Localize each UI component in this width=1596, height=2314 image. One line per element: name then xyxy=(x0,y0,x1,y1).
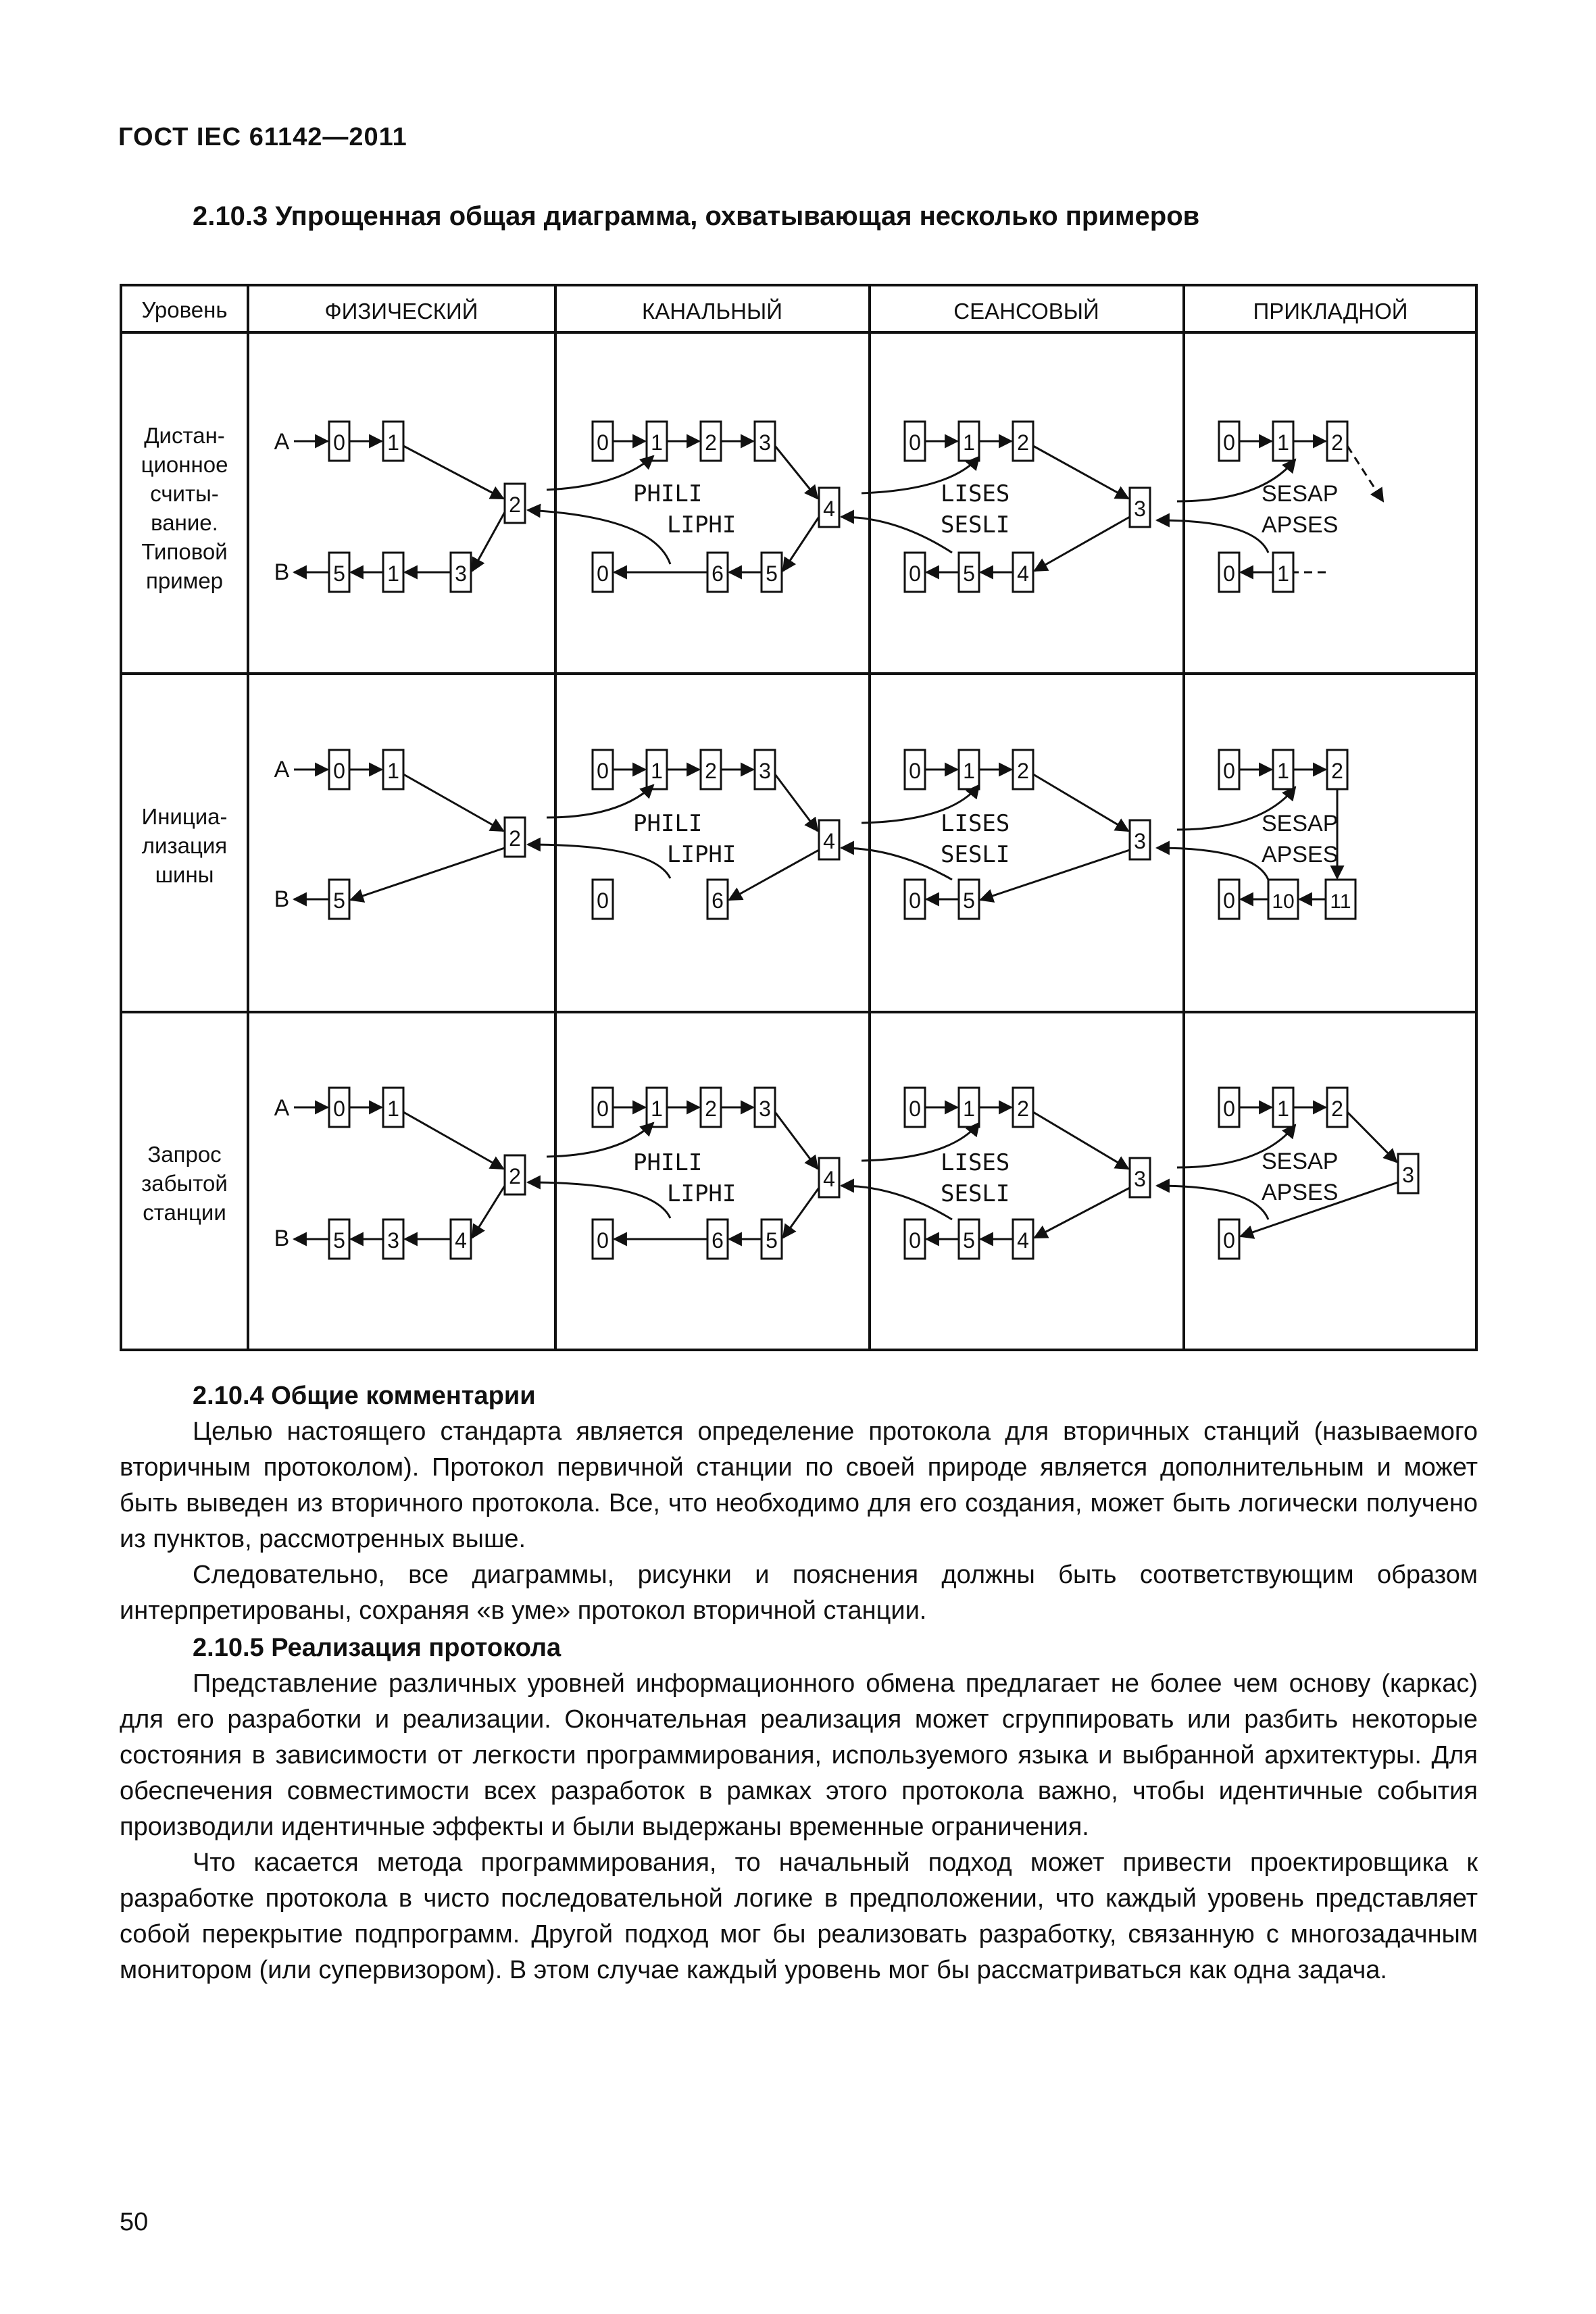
row-remote-read xyxy=(274,422,1383,592)
state-box: 0 xyxy=(333,430,345,455)
label-liphi: LIPHI xyxy=(667,1180,737,1207)
state-box: 1 xyxy=(387,759,399,783)
state-box: 0 xyxy=(597,1228,609,1253)
state-box: 0 xyxy=(597,1097,609,1121)
label-sesap: SESAP xyxy=(1262,481,1339,507)
heading-2-10-5: 2.10.5 Реализация протокола xyxy=(193,1634,562,1662)
state-box: 1 xyxy=(1277,759,1289,783)
row1-label-5: Типовой xyxy=(141,539,228,564)
signal-a-label: A xyxy=(274,1095,290,1121)
signal-b-label: B xyxy=(274,1226,290,1251)
state-box: 3 xyxy=(1402,1163,1414,1187)
state-box: 4 xyxy=(823,1167,835,1191)
row3-label-1: Запрос xyxy=(147,1142,222,1167)
state-box: 1 xyxy=(387,1097,399,1121)
state-box: 1 xyxy=(387,561,399,586)
state-box: 5 xyxy=(963,1228,975,1253)
state-box: 0 xyxy=(1223,561,1235,586)
state-box: 0 xyxy=(333,759,345,783)
state-box: 5 xyxy=(963,561,975,586)
heading-2-10-4: 2.10.4 Общие комментарии xyxy=(193,1382,536,1410)
label-apses: APSES xyxy=(1262,512,1339,538)
label-sesli: SESLI xyxy=(941,511,1010,538)
label-lises: LISES xyxy=(941,1149,1010,1176)
state-box: 1 xyxy=(651,759,663,783)
section-title: 2.10.3 Упрощенная общая диаграмма, охватывающая несколько примеров xyxy=(193,201,1200,231)
label-sesli: SESLI xyxy=(941,1180,1010,1207)
state-box: 4 xyxy=(1017,561,1029,586)
row1-label-2: ционное xyxy=(141,452,228,477)
state-box: 10 xyxy=(1272,890,1295,913)
state-box: 1 xyxy=(1277,1097,1289,1121)
state-box: 0 xyxy=(1223,1097,1235,1121)
protocol-level-diagram xyxy=(120,284,1478,1351)
header-physical: ФИЗИЧЕСКИЙ xyxy=(324,299,478,324)
state-box: 0 xyxy=(333,1097,345,1121)
state-box: 2 xyxy=(509,1164,521,1188)
row2-label-2: лизация xyxy=(141,833,228,858)
row1-label-6: пример xyxy=(145,568,224,593)
header-level: Уровень xyxy=(141,297,228,322)
state-box: 3 xyxy=(1134,497,1146,521)
state-box: 4 xyxy=(823,497,835,521)
state-box: 3 xyxy=(1134,1167,1146,1191)
state-box: 0 xyxy=(909,1097,921,1121)
state-box: 2 xyxy=(705,759,717,783)
state-box: 0 xyxy=(909,888,921,913)
row3-label-2: забытой xyxy=(141,1171,228,1196)
state-box: 0 xyxy=(597,888,609,913)
label-phili: PHILI xyxy=(633,1149,703,1176)
label-liphi: LIPHI xyxy=(667,841,737,868)
state-box: 2 xyxy=(705,430,717,455)
signal-b-label: B xyxy=(274,559,290,585)
signal-b-label: B xyxy=(274,886,290,912)
state-box: 1 xyxy=(1277,430,1289,455)
label-sesap: SESAP xyxy=(1262,811,1339,836)
state-box: 2 xyxy=(1017,1097,1029,1121)
state-box: 0 xyxy=(1223,430,1235,455)
state-box: 2 xyxy=(1017,759,1029,783)
state-box: 0 xyxy=(909,430,921,455)
paragraph: Целью настоящего стандарта является определение протокола для вторичных станций (называемого вторичным протоколом). Протокол первичной станции по своей природе является дополнительным и может быть выведен из вторичного протокола. Все, что необходимо для его создания, может быть логически получено из пунктов, рассмотренных выше. xyxy=(120,1417,1478,1553)
paragraph: Следовательно, все диаграммы, рисунки и пояснения должны быть соответствующим образом интерпретированы, сохраняя «в уме» протокол вторичной станции. xyxy=(120,1561,1478,1625)
state-box: 5 xyxy=(333,561,345,586)
state-box: 2 xyxy=(1331,1097,1343,1121)
state-box: 3 xyxy=(759,430,771,455)
state-box: 3 xyxy=(387,1228,399,1253)
state-box: 4 xyxy=(823,829,835,853)
state-box: 6 xyxy=(712,1228,724,1253)
page-number: 50 xyxy=(120,2208,149,2236)
state-box: 0 xyxy=(597,759,609,783)
state-box: 2 xyxy=(509,493,521,517)
state-box: 0 xyxy=(597,430,609,455)
row-forgotten-station xyxy=(274,1088,1418,1259)
state-box: 3 xyxy=(455,561,467,586)
state-box: 2 xyxy=(1017,430,1029,455)
state-box: 3 xyxy=(759,759,771,783)
paragraph: Представление различных уровней информационного обмена предлагает не более чем основу (каркас) для его разработки и реализации. Окончательная реализация может сгруппировать или разбить некоторые состояния в зависимости от легкости программирования, используемого языка и выбранной архитектуры. Для обеспечения совместимости всех разработок в рамках этого протокола важно, чтобы идентичные события производили идентичные эффекты и были выдержаны временные ограничения. xyxy=(120,1669,1478,1841)
header-application: ПРИКЛАДНОЙ xyxy=(1253,299,1408,324)
state-box: 0 xyxy=(597,561,609,586)
state-box: 1 xyxy=(963,1097,975,1121)
label-sesli: SESLI xyxy=(941,841,1010,868)
state-box: 2 xyxy=(1331,430,1343,455)
state-box: 1 xyxy=(963,430,975,455)
label-apses: APSES xyxy=(1262,842,1339,867)
label-apses: APSES xyxy=(1262,1180,1339,1205)
document-header: ГОСТ IEC 61142—2011 xyxy=(118,123,407,151)
state-box: 1 xyxy=(1277,561,1289,586)
label-liphi: LIPHI xyxy=(667,511,737,538)
state-box: 0 xyxy=(1223,888,1235,913)
state-box: 0 xyxy=(909,1228,921,1253)
row2-label-1: Инициа- xyxy=(141,804,228,829)
state-box: 4 xyxy=(1017,1228,1029,1253)
state-box: 5 xyxy=(333,888,345,913)
row-bus-init xyxy=(274,750,1355,919)
label-phili: PHILI xyxy=(633,810,703,837)
row1-label-1: Дистан- xyxy=(144,423,225,448)
state-box: 2 xyxy=(705,1097,717,1121)
body-text xyxy=(120,1378,1478,1988)
row2-label-3: шины xyxy=(155,862,214,887)
state-box: 1 xyxy=(387,430,399,455)
state-box: 0 xyxy=(909,759,921,783)
state-box: 5 xyxy=(333,1228,345,1253)
state-box: 3 xyxy=(1134,829,1146,853)
state-box: 0 xyxy=(1223,759,1235,783)
state-box: 1 xyxy=(963,759,975,783)
paragraph: Что касается метода программирования, то начальный подход может привести проектировщика к разработке протокола в чисто последовательной логике в предположении, что каждый уровень представляет собой перекрытие подпрограмм. Другой подход мог бы реализовать разработку, связанную с многозадачным монитором (или супервизором). В этом случае каждый уровень мог бы рассматриваться как одна задача. xyxy=(120,1848,1478,1984)
state-box: 1 xyxy=(651,430,663,455)
state-box: 3 xyxy=(759,1097,771,1121)
state-box: 2 xyxy=(509,826,521,851)
state-box: 5 xyxy=(766,1228,778,1253)
state-box: 5 xyxy=(766,561,778,586)
label-lises: LISES xyxy=(941,480,1010,507)
header-link: КАНАЛЬНЫЙ xyxy=(642,299,782,324)
state-box: 6 xyxy=(712,561,724,586)
state-box: 6 xyxy=(712,888,724,913)
signal-a-label: A xyxy=(274,757,290,782)
state-box: 5 xyxy=(963,888,975,913)
header-session: СЕАНСОВЫЙ xyxy=(953,299,1099,324)
state-box: 11 xyxy=(1330,890,1351,913)
row1-label-4: вание. xyxy=(151,510,218,535)
signal-a-label: A xyxy=(274,429,290,455)
state-box: 0 xyxy=(909,561,921,586)
row1-label-3: считы- xyxy=(150,481,219,506)
state-box: 2 xyxy=(1331,759,1343,783)
state-box: 0 xyxy=(1223,1228,1235,1253)
state-box: 1 xyxy=(651,1097,663,1121)
row3-label-3: станции xyxy=(143,1200,226,1225)
label-phili: PHILI xyxy=(633,480,703,507)
label-sesap: SESAP xyxy=(1262,1149,1339,1174)
state-box: 4 xyxy=(455,1228,467,1253)
label-lises: LISES xyxy=(941,810,1010,837)
